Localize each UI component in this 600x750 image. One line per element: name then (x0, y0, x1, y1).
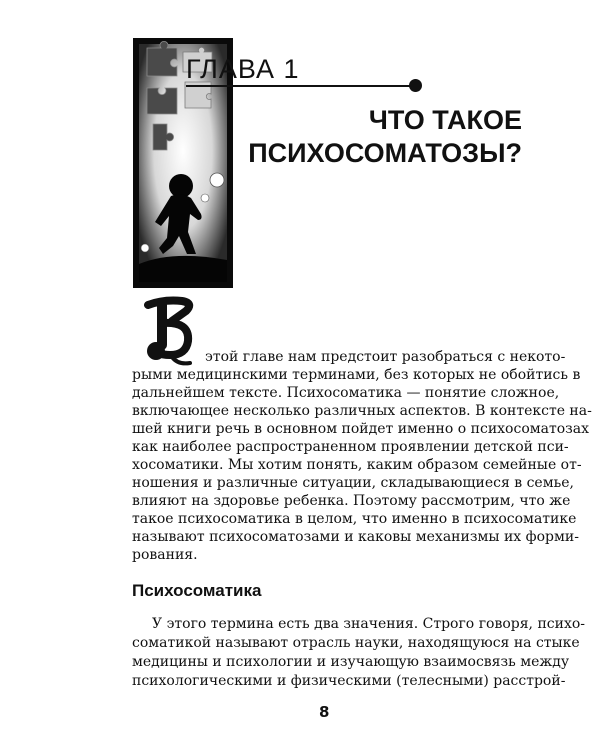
intro-line: влияют на здоровье ребенка. Поэтому рассмотрим, что же (132, 493, 571, 509)
section-line: У этого термина есть два значения. Строго говоря, психо- (152, 616, 586, 632)
intro-line: хосоматики. Мы хотим понять, каким образом семейные от- (132, 457, 582, 473)
drop-cap (142, 295, 204, 367)
section-line: соматикой называют отрасль науки, находящуюся на стыке (132, 635, 580, 651)
section-line: психологическими и физическими (телесными) расстрой- (132, 673, 566, 689)
intro-line: называют психосоматозами и каковы механизмы их форми- (132, 529, 579, 545)
intro-line: рыми медицинскими терминами, без которых не обойтись в (132, 367, 581, 383)
intro-line: такое психосоматика в целом, что именно в психосоматике (132, 511, 577, 527)
chapter-title-line: ПСИХОСОМАТОЗЫ? (248, 138, 522, 168)
intro-line: шей книги речь в основном пойдет именно о психосоматозах (132, 421, 590, 437)
chapter-rule (186, 85, 416, 87)
intro-line: дальнейшем тексте. Психосоматика — понятие сложное, (132, 385, 560, 401)
section-heading: Психосоматика (132, 581, 262, 600)
page-number: 8 (319, 703, 330, 721)
intro-line: рования. (132, 547, 198, 563)
chapter-title (162, 104, 522, 170)
drop-cap-letter (142, 295, 204, 367)
section-line: медицины и психологии и изучающую взаимосвязь между (132, 654, 570, 670)
chapter-rule-dot (409, 79, 422, 92)
chapter-title-line: ЧТО ТАКОЕ (368, 105, 522, 135)
chapter-label: ГЛАВА 1 (186, 54, 300, 84)
intro-line: ношения и различные ситуации, складывающиеся в семье, (132, 475, 574, 491)
intro-line: этой главе нам предстоит разобраться с некото- (205, 349, 566, 365)
intro-line: как наиболее распространенном проявлении детской пси- (132, 439, 569, 455)
intro-line: включающее несколько различных аспектов. В контексте на- (132, 403, 592, 419)
